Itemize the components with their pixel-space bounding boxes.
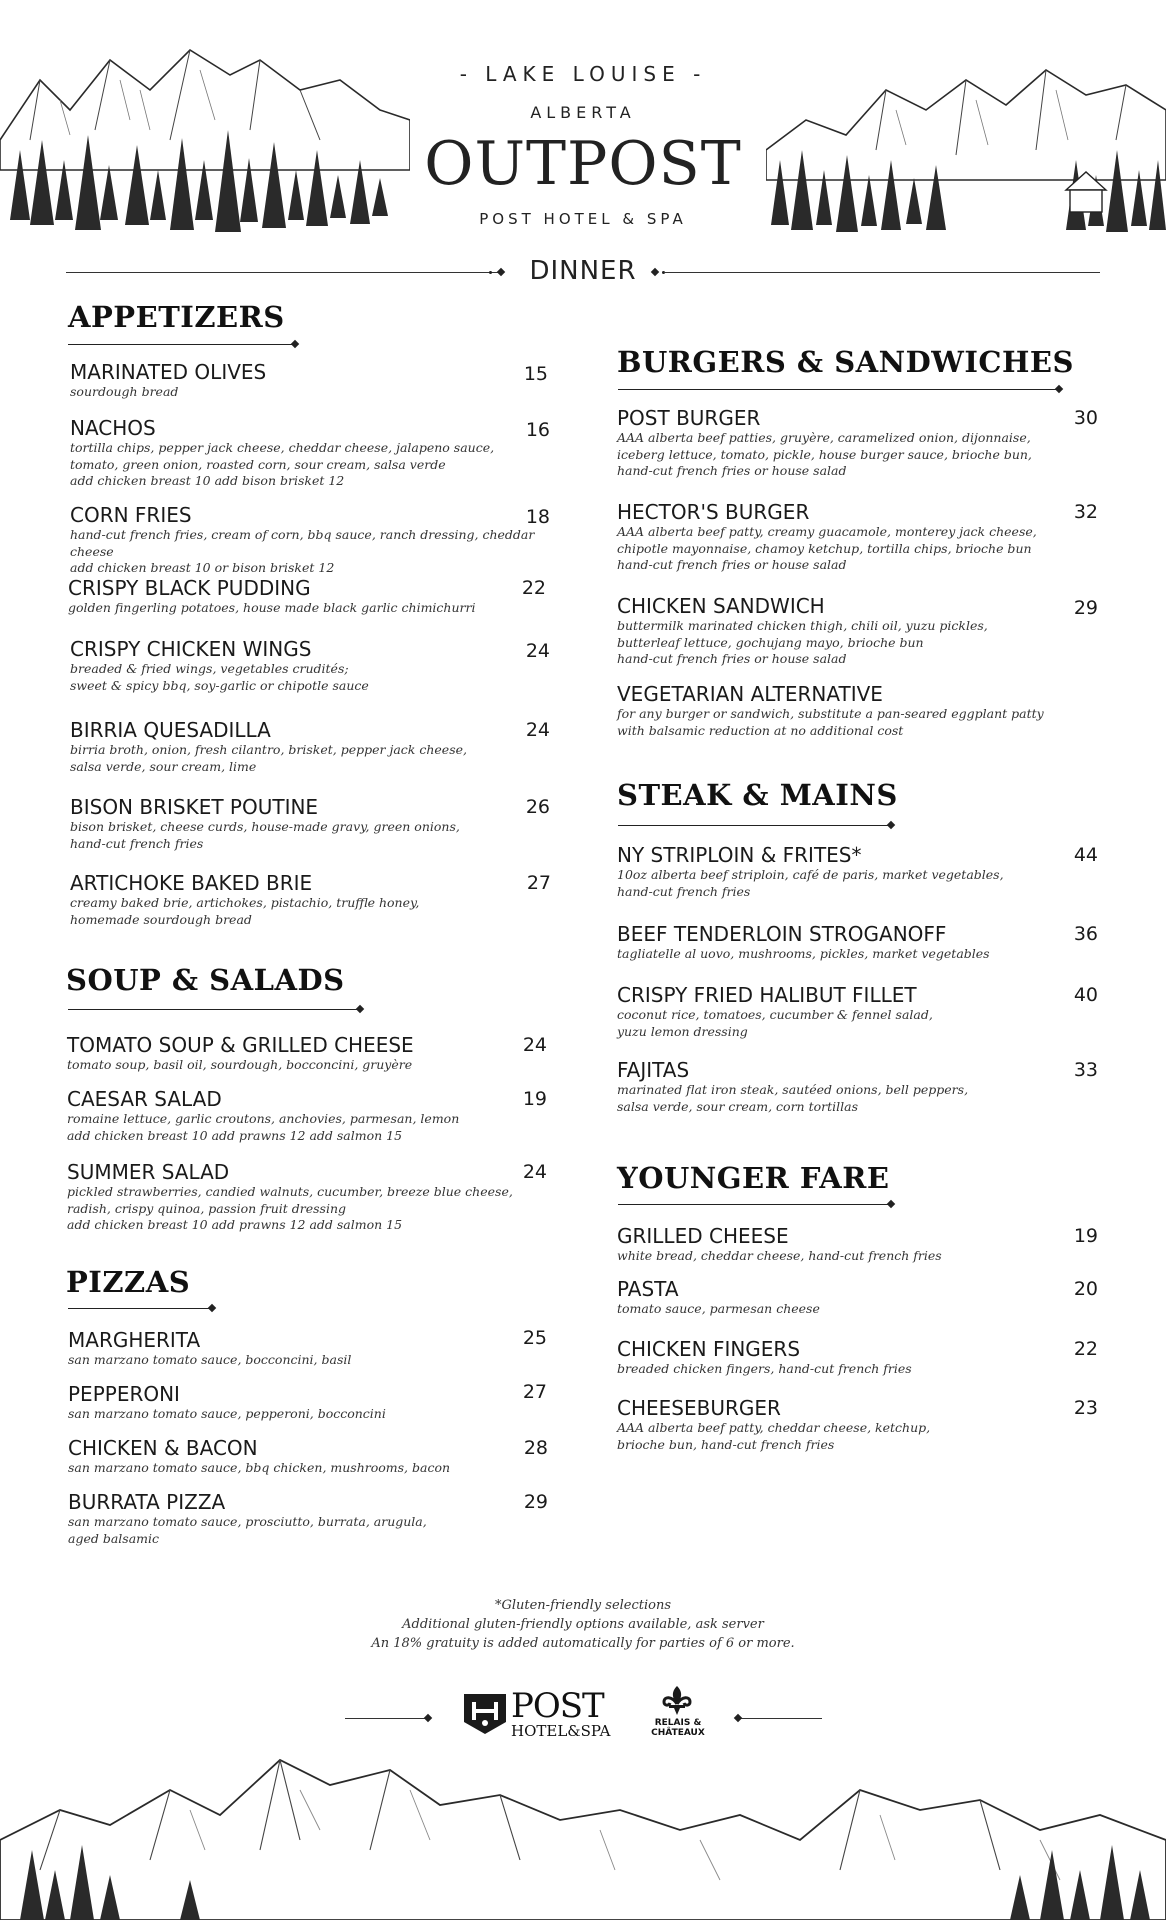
menu-item (67, 1033, 547, 1074)
item-description: AAA alberta beef patties, gruyère, caramelized onion, dijonnaise, iceberg lettuce, tomato, pickle, house burger sauce, brioche bun, hand-cut french fries or house salad (617, 430, 1032, 478)
section-title-burgers: BURGERS & SANDWICHES (617, 345, 1074, 379)
item-description: creamy baked brie, artichokes, pistachio, truffle honey, homemade sourdough bread (70, 895, 420, 927)
section-rule (618, 1204, 890, 1205)
menu-item (70, 503, 560, 577)
item-name: CAESAR SALAD (67, 1087, 222, 1111)
menu-item (68, 1436, 548, 1477)
item-name: CRISPY CHICKEN WINGS (70, 637, 312, 661)
item-description: bison brisket, cheese curds, house-made gravy, green onions, hand-cut french fries (70, 819, 460, 851)
item-name: BEEF TENDERLOIN STROGANOFF (617, 922, 947, 946)
diamond-ornament (497, 268, 505, 276)
menu-item (68, 1382, 548, 1423)
menu-item (70, 718, 550, 775)
menu-item (617, 922, 1097, 963)
item-price: 32 (1073, 501, 1098, 523)
item-description: coconut rice, tomatoes, cucumber & fennel salad, yuzu lemon dressing (617, 1007, 933, 1039)
section-title-younger-fare: YOUNGER FARE (617, 1161, 890, 1195)
dot-ornament (489, 271, 492, 274)
item-name: ARTICHOKE BAKED BRIE (70, 871, 313, 895)
post-logo-text: POST (511, 1686, 604, 1726)
item-price: 40 (1073, 984, 1098, 1006)
menu-item (68, 576, 548, 617)
item-price: 33 (1073, 1059, 1098, 1081)
item-price: 23 (1073, 1397, 1098, 1419)
item-name: VEGETARIAN ALTERNATIVE (617, 682, 883, 706)
item-name: CHICKEN & BACON (68, 1436, 258, 1460)
item-price: 19 (522, 1088, 547, 1110)
gratuity-note: An 18% gratuity is added automatically for parties of 6 or more. (371, 1636, 795, 1651)
item-description: romaine lettuce, garlic croutons, anchovies, parmesan, lemon add chicken breast 10 add prawns 12 add salmon 15 (67, 1111, 460, 1143)
item-price: 28 (523, 1437, 548, 1459)
section-rule (618, 389, 1058, 390)
diamond-ornament (208, 1304, 216, 1312)
menu-item (68, 1328, 548, 1369)
region-heading: ALBERTA (530, 103, 636, 122)
diamond-ornament (1055, 385, 1063, 393)
section-rule (68, 344, 294, 345)
menu-item (617, 682, 1097, 739)
brand-title: OUTPOST (424, 129, 742, 199)
brand-subtitle: POST HOTEL & SPA (479, 210, 687, 228)
section-rule (68, 1308, 210, 1309)
diamond-ornament (291, 340, 299, 348)
diamond-ornament (887, 821, 895, 829)
item-price: 22 (1073, 1338, 1098, 1360)
item-description: hand-cut french fries, cream of corn, bbq sauce, ranch dressing, cheddar cheese add chicken breast 10 or bison brisket 12 (70, 527, 535, 575)
diamond-ornament (887, 1200, 895, 1208)
menu-item (67, 1087, 547, 1144)
mountain-cabin-illustration-icon (766, 40, 1166, 240)
mountain-forest-illustration-icon (0, 20, 410, 240)
item-price: 44 (1073, 844, 1098, 866)
menu-item (617, 1277, 1097, 1318)
menu-item (70, 416, 550, 490)
item-name: CHICKEN SANDWICH (617, 594, 825, 618)
item-name: MARGHERITA (68, 1328, 201, 1352)
item-price: 15 (523, 363, 548, 385)
menu-item (617, 500, 1097, 574)
item-price: 24 (522, 1161, 547, 1183)
item-description: san marzano tomato sauce, prosciutto, burrata, arugula, aged balsamic (68, 1514, 427, 1546)
item-name: CHEESEBURGER (617, 1396, 781, 1420)
item-name: PEPPERONI (68, 1382, 180, 1406)
relais-line-1: RELAIS & (654, 1718, 702, 1728)
menu-item (617, 1058, 1097, 1115)
item-description: golden fingerling potatoes, house made black garlic chimichurri (68, 600, 476, 615)
item-price: 29 (1073, 597, 1098, 619)
item-description: san marzano tomato sauce, bbq chicken, mushrooms, bacon (68, 1460, 451, 1475)
item-description: sourdough bread (70, 384, 179, 399)
section-title-appetizers: APPETIZERS (68, 300, 285, 334)
item-price: 30 (1073, 407, 1098, 429)
diamond-ornament (734, 1714, 742, 1722)
gluten-note: *Gluten-friendly selections (494, 1598, 672, 1613)
menu-item (67, 1160, 547, 1234)
item-name: CRISPY FRIED HALIBUT FILLET (617, 983, 917, 1007)
item-name: POST BURGER (617, 406, 761, 430)
section-title-soup-salads: SOUP & SALADS (66, 963, 345, 997)
item-description: san marzano tomato sauce, pepperoni, bocconcini (68, 1406, 386, 1421)
item-name: CORN FRIES (70, 503, 192, 527)
diamond-ornament (424, 1714, 432, 1722)
item-description: white bread, cheddar cheese, hand-cut french fries (617, 1248, 942, 1263)
item-name: GRILLED CHEESE (617, 1224, 789, 1248)
gluten-options-note: Additional gluten-friendly options available, ask server (402, 1617, 764, 1632)
item-price: 20 (1073, 1278, 1098, 1300)
footer-rule-right (740, 1718, 822, 1719)
item-description: tagliatelle al uovo, mushrooms, pickles, market vegetables (617, 946, 990, 961)
item-description: san marzano tomato sauce, bocconcini, basil (68, 1352, 352, 1367)
menu-item (617, 1224, 1097, 1265)
item-description: marinated flat iron steak, sautéed onions, bell peppers, salsa verde, sour cream, corn tortillas (617, 1082, 969, 1114)
relais-line-2: CHÂTEAUX (651, 1728, 705, 1738)
hotel-spa-logo-text: HOTEL&SPA (511, 1722, 611, 1740)
item-price: 18 (525, 506, 550, 528)
item-description: breaded chicken fingers, hand-cut french fries (617, 1361, 912, 1376)
item-name: MARINATED OLIVES (70, 360, 267, 384)
item-price: 36 (1073, 923, 1098, 945)
menu-title: DINNER (529, 256, 637, 286)
item-price: 24 (525, 640, 550, 662)
menu-item (68, 1490, 548, 1547)
item-name: CRISPY BLACK PUDDING (68, 576, 311, 600)
item-name: NACHOS (70, 416, 156, 440)
menu-item (617, 594, 1097, 668)
fleur-de-lis-icon (660, 1684, 694, 1716)
menu-item (617, 406, 1097, 480)
menu-item (617, 983, 1097, 1040)
menu-item (70, 360, 550, 401)
item-description: AAA alberta beef patty, cheddar cheese, ketchup, brioche bun, hand-cut french fries (617, 1420, 931, 1452)
diamond-ornament (356, 1005, 364, 1013)
item-name: FAJITAS (617, 1058, 690, 1082)
item-name: NY STRIPLOIN & FRITES* (617, 843, 862, 867)
section-title-pizzas: PIZZAS (66, 1265, 191, 1299)
item-name: SUMMER SALAD (67, 1160, 230, 1184)
item-price: 27 (526, 872, 551, 894)
item-description: buttermilk marinated chicken thigh, chili oil, yuzu pickles, butterleaf lettuce, gochujang mayo, brioche bun hand-cut french fries or house salad (617, 618, 988, 666)
item-description: for any burger or sandwich, substitute a pan-seared eggplant patty with balsamic reduction at no additional cost (617, 706, 1044, 738)
item-price: 27 (522, 1381, 547, 1403)
item-price: 29 (523, 1491, 548, 1513)
item-description: AAA alberta beef patty, creamy guacamole, monterey jack cheese, chipotle mayonnaise, chamoy ketchup, tortilla chips, brioche bun hand-cut french fries or house salad (617, 524, 1037, 572)
item-description: 10oz alberta beef striploin, café de paris, market vegetables, hand-cut french fries (617, 867, 1004, 899)
menu-item (70, 795, 550, 852)
item-name: CHICKEN FINGERS (617, 1337, 801, 1361)
item-name: BISON BRISKET POUTINE (70, 795, 319, 819)
item-description: birria broth, onion, fresh cilantro, brisket, pepper jack cheese, salsa verde, sour cream, lime (70, 742, 467, 774)
dinner-rule-right (664, 272, 1100, 273)
item-price: 26 (525, 796, 550, 818)
section-title-steak-mains: STEAK & MAINS (617, 778, 898, 812)
item-description: tomato sauce, parmesan cheese (617, 1301, 820, 1316)
item-description: tortilla chips, pepper jack cheese, cheddar cheese, jalapeno sauce, tomato, green onion, roasted corn, sour cream, salsa verde add chicken breast 10 add bison brisket 12 (70, 440, 495, 488)
menu-item (617, 1396, 1097, 1453)
location-heading: - LAKE LOUISE - (459, 62, 707, 86)
menu-item (617, 1337, 1097, 1378)
item-price: 24 (525, 719, 550, 741)
item-name: HECTOR'S BURGER (617, 500, 810, 524)
item-price: 16 (525, 419, 550, 441)
menu-item (70, 637, 550, 694)
item-name: PASTA (617, 1277, 679, 1301)
item-description: pickled strawberries, candied walnuts, cucumber, breeze blue cheese, radish, crispy quinoa, passion fruit dressing add chicken breast 10 add prawns 12 add salmon 15 (67, 1184, 513, 1232)
item-name: BIRRIA QUESADILLA (70, 718, 271, 742)
menu-item (617, 843, 1097, 900)
item-price: 25 (522, 1327, 547, 1349)
item-name: TOMATO SOUP & GRILLED CHEESE (67, 1033, 414, 1057)
item-price: 24 (522, 1034, 547, 1056)
menu-item (70, 871, 550, 928)
footer-rule-left (345, 1718, 425, 1719)
dinner-rule-left (66, 272, 498, 273)
section-rule (68, 1009, 358, 1010)
item-description: tomato soup, basil oil, sourdough, bocconcini, gruyère (67, 1057, 413, 1072)
item-price: 22 (521, 577, 546, 599)
item-description: breaded & fried wings, vegetables crudités; sweet & spicy bbq, soy-garlic or chipotle sauce (70, 661, 369, 693)
item-price: 19 (1073, 1225, 1098, 1247)
mountain-range-illustration-icon (0, 1730, 1166, 1920)
section-rule (618, 825, 890, 826)
item-name: BURRATA PIZZA (68, 1490, 226, 1514)
